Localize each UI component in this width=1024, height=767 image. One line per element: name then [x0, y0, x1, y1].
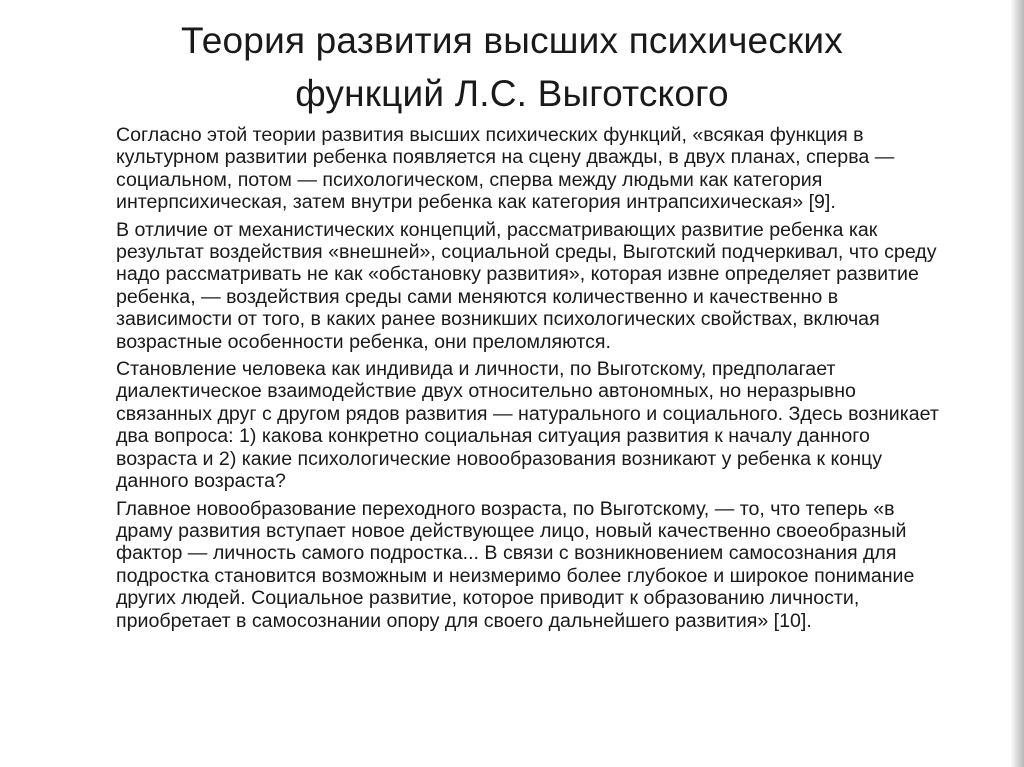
paragraph-4 — [116, 498, 996, 632]
text-line: возраста и 2) какие психологические новообразования возникают у ребенка к концу — [116, 447, 883, 470]
text-line: диалектическое взаимодействие двух относительно автономных, но неразрывно — [116, 380, 856, 403]
text-line: результат воздействия «внешней», социальной среды, Выготский подчеркивал, что среду — [116, 241, 937, 264]
text-line: культурном развитии ребенка появляется на сцену дважды, в двух планах, сперва — — [116, 146, 895, 169]
text-line: данного возраста? — [116, 470, 286, 493]
text-line: драму развития вступает новое действующее лицо, новый качественно своеобразный — [116, 519, 907, 542]
title-line-2: функций Л.С. Выготского — [295, 73, 729, 114]
paragraph-2 — [116, 219, 996, 353]
text-line: подростка становится возможным и неизмеримо более глубокое и широкое понимание — [116, 564, 915, 587]
slide-title — [110, 14, 914, 120]
text-line: ребенка, — воздействия среды сами меняются количественно и качественно в — [116, 285, 839, 308]
text-line: возрастные особенности ребенка, они преломляются. — [116, 330, 611, 353]
slide-body — [116, 124, 996, 637]
text-line: Главное новообразование переходного возраста, по Выготскому, — то, что теперь «в — [116, 497, 895, 520]
text-line: два вопроса: 1) какова конкретно социальная ситуация развития к началу данного — [116, 425, 870, 448]
text-line: связанных друг с другом рядов развития — натурального и социального. Здесь возникает — [116, 402, 939, 425]
text-line: приобретает в самосознании опору для своего дальнейшего развития» [10]. — [116, 609, 812, 632]
paragraph-1 — [116, 124, 996, 214]
text-line: других людей. Социальное развитие, которое приводит к образованию личности, — [116, 587, 860, 610]
title-line-1: Теория развития высших психических — [181, 20, 843, 61]
paragraph-3 — [116, 358, 996, 492]
text-line: В отличие от механистических концепций, рассматривающих развитие ребенка как — [116, 218, 878, 241]
text-line: интерпсихическая, затем внутри ребенка как категория интрапсихическая» [9]. — [116, 191, 836, 214]
text-line: надо рассматривать не как «обстановку развития», которая извне определяет развитие — [116, 263, 919, 286]
text-line: зависимости от того, в каких ранее возникших психологических свойствах, включая — [116, 308, 880, 331]
text-line: социальном, потом — психологическом, сперва между людьми как категория — [116, 168, 823, 191]
text-line: Согласно этой теории развития высших психических функций, «всякая функция в — [116, 124, 864, 146]
slide-edge-shadow — [1010, 0, 1024, 767]
text-line: Становление человека как индивида и личности, по Выготскому, предполагает — [116, 358, 836, 381]
text-line: фактор — личность самого подростка... В связи с возникновением самосознания для — [116, 542, 897, 565]
